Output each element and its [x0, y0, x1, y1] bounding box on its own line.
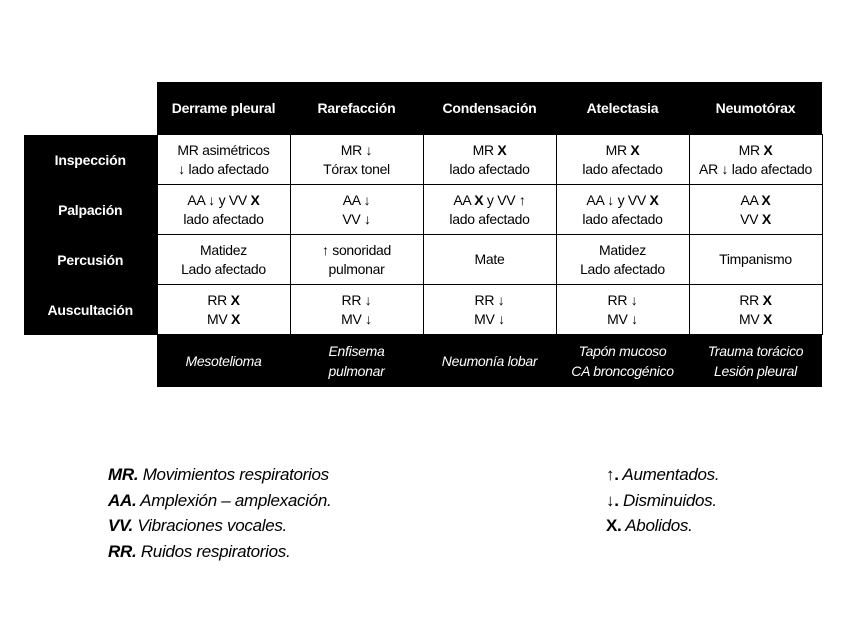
footer-line: pulmonar	[328, 363, 385, 379]
cell-line: lado afectado	[183, 210, 264, 227]
row-header: Palpación	[24, 185, 157, 235]
abolished-mark: X	[630, 141, 640, 158]
legend-description: Disminuidos.	[618, 490, 717, 510]
cell-line: AA X y VV ↑	[453, 191, 526, 208]
legend-item	[606, 513, 719, 539]
cell-line: pulmonar	[328, 260, 385, 277]
table-corner	[24, 335, 157, 388]
table-cell	[423, 135, 556, 185]
table-cell	[689, 235, 822, 285]
row-header: Auscultación	[24, 285, 157, 335]
table-cell	[423, 285, 556, 335]
legend-item	[108, 513, 331, 539]
abolished-mark: X	[474, 191, 484, 208]
cell-line: RR ↓	[341, 291, 372, 308]
abolished-mark: X	[497, 141, 507, 158]
abolished-mark: X	[763, 141, 773, 158]
table-corner	[24, 82, 157, 135]
cell-line: MV X	[738, 310, 773, 327]
cell-line: MV ↓	[474, 310, 505, 327]
footer-cell	[556, 335, 689, 388]
cell-line: MR X	[472, 141, 507, 158]
cell-line: MR X	[605, 141, 640, 158]
abolished-mark: X	[250, 191, 260, 208]
legend-item	[606, 462, 719, 488]
table-row	[24, 285, 822, 335]
row-header: Percusión	[24, 235, 157, 285]
column-header: Atelectasia	[556, 82, 689, 135]
cell-line: Matidez	[200, 241, 247, 258]
legend-key: ↑.	[606, 465, 619, 484]
cell-line: RR X	[207, 291, 240, 308]
cell-line: lado afectado	[582, 210, 663, 227]
legend-description: Vibraciones vocales.	[132, 516, 287, 535]
cell-line: lado afectado	[449, 210, 530, 227]
footer-line: CA broncogénico	[571, 363, 674, 379]
table-cell	[689, 185, 822, 235]
header-row	[24, 82, 822, 135]
table-cell	[157, 135, 290, 185]
table-row	[24, 235, 822, 285]
abolished-mark: X	[761, 210, 771, 227]
cell-line: MV ↓	[341, 310, 372, 327]
cell-line: AR ↓ lado afectado	[699, 160, 812, 177]
cell-line: MR ↓	[340, 141, 373, 158]
cell-line: Mate	[474, 251, 505, 267]
cell-line: AA X	[740, 191, 771, 208]
clinical-signs-table	[24, 82, 823, 387]
table-cell	[290, 185, 423, 235]
cell-line: MR X	[738, 141, 773, 158]
footer-line: Tapón mucoso	[578, 343, 667, 359]
legend-item	[606, 488, 719, 514]
cell-line: VV X	[740, 210, 771, 227]
footer-cell	[157, 335, 290, 388]
cell-line: Matidez	[599, 241, 646, 258]
cell-line: MR asimétricos	[177, 141, 270, 158]
legend-symbols	[606, 462, 719, 539]
table-cell	[423, 235, 556, 285]
table-cell	[157, 285, 290, 335]
cell-line: VV ↓	[342, 210, 371, 227]
footer-cell	[290, 335, 423, 388]
column-header: Condensación	[423, 82, 556, 135]
cell-line: MV ↓	[607, 310, 638, 327]
footer-line: Lesión pleural	[714, 363, 797, 379]
legend-key: MR.	[108, 465, 139, 484]
table-cell	[290, 235, 423, 285]
table-cell	[689, 135, 822, 185]
legend-item	[108, 539, 331, 565]
abolished-mark: X	[649, 191, 659, 208]
cell-line: lado afectado	[582, 160, 663, 177]
abolished-mark: X	[230, 291, 240, 308]
footer-row	[24, 335, 822, 388]
legend-item	[108, 462, 331, 488]
legend-key: ↓.	[606, 490, 619, 510]
table-cell	[556, 135, 689, 185]
cell-line: Lado afectado	[181, 260, 266, 277]
table-cell	[556, 185, 689, 235]
column-header: Derrame pleural	[157, 82, 290, 135]
cell-line: RR ↓	[474, 291, 505, 308]
table-cell	[689, 285, 822, 335]
cell-line: ↑ sonoridad	[321, 241, 392, 258]
cell-line: AA ↓ y VV X	[187, 191, 260, 208]
cell-line: lado afectado	[449, 160, 530, 177]
table-row	[24, 185, 822, 235]
cell-line: ↓ lado afectado	[178, 160, 269, 177]
legend-description: Ruidos respiratorios.	[136, 541, 291, 561]
abolished-mark: X	[762, 291, 772, 308]
legend-abbreviations	[108, 462, 331, 564]
row-header: Inspección	[24, 135, 157, 185]
cell-line: AA ↓ y VV X	[586, 191, 659, 208]
footer-line: Neumonía lobar	[441, 353, 538, 369]
table-cell	[423, 185, 556, 235]
table-cell	[556, 235, 689, 285]
footer-cell	[689, 335, 822, 388]
column-header: Neumotórax	[689, 82, 822, 135]
table-cell	[556, 285, 689, 335]
table-cell	[290, 285, 423, 335]
table-row	[24, 135, 822, 185]
legend-description: Aumentados.	[618, 465, 720, 484]
cell-line: Lado afectado	[580, 260, 665, 277]
abolished-mark: X	[762, 310, 773, 327]
cell-line: RR ↓	[607, 291, 638, 308]
footer-cell	[423, 335, 556, 388]
cell-line: MV X	[206, 310, 241, 327]
cell-line: Timpanismo	[719, 251, 792, 267]
cell-line: AA ↓	[342, 191, 371, 208]
legend-key: AA.	[108, 490, 137, 510]
cell-line: Tórax tonel	[323, 160, 390, 177]
table-cell	[290, 135, 423, 185]
legend-description: Abolidos.	[621, 516, 693, 535]
legend-item	[108, 488, 331, 514]
abolished-mark: X	[761, 191, 771, 208]
legend-description: Movimientos respiratorios	[138, 465, 329, 484]
footer-line: Enfisema	[328, 343, 385, 359]
table-cell	[157, 185, 290, 235]
cell-line: RR X	[739, 291, 772, 308]
legend-key: X.	[606, 516, 622, 535]
column-header: Rarefacción	[290, 82, 423, 135]
footer-line: Mesotelioma	[185, 353, 262, 369]
footer-line: Trauma torácico	[707, 343, 804, 359]
legend-key: RR.	[108, 541, 137, 561]
table-cell	[157, 235, 290, 285]
legend-description: Amplexión – amplexación.	[136, 490, 332, 510]
abolished-mark: X	[230, 310, 241, 327]
legend-key: VV.	[108, 516, 133, 535]
